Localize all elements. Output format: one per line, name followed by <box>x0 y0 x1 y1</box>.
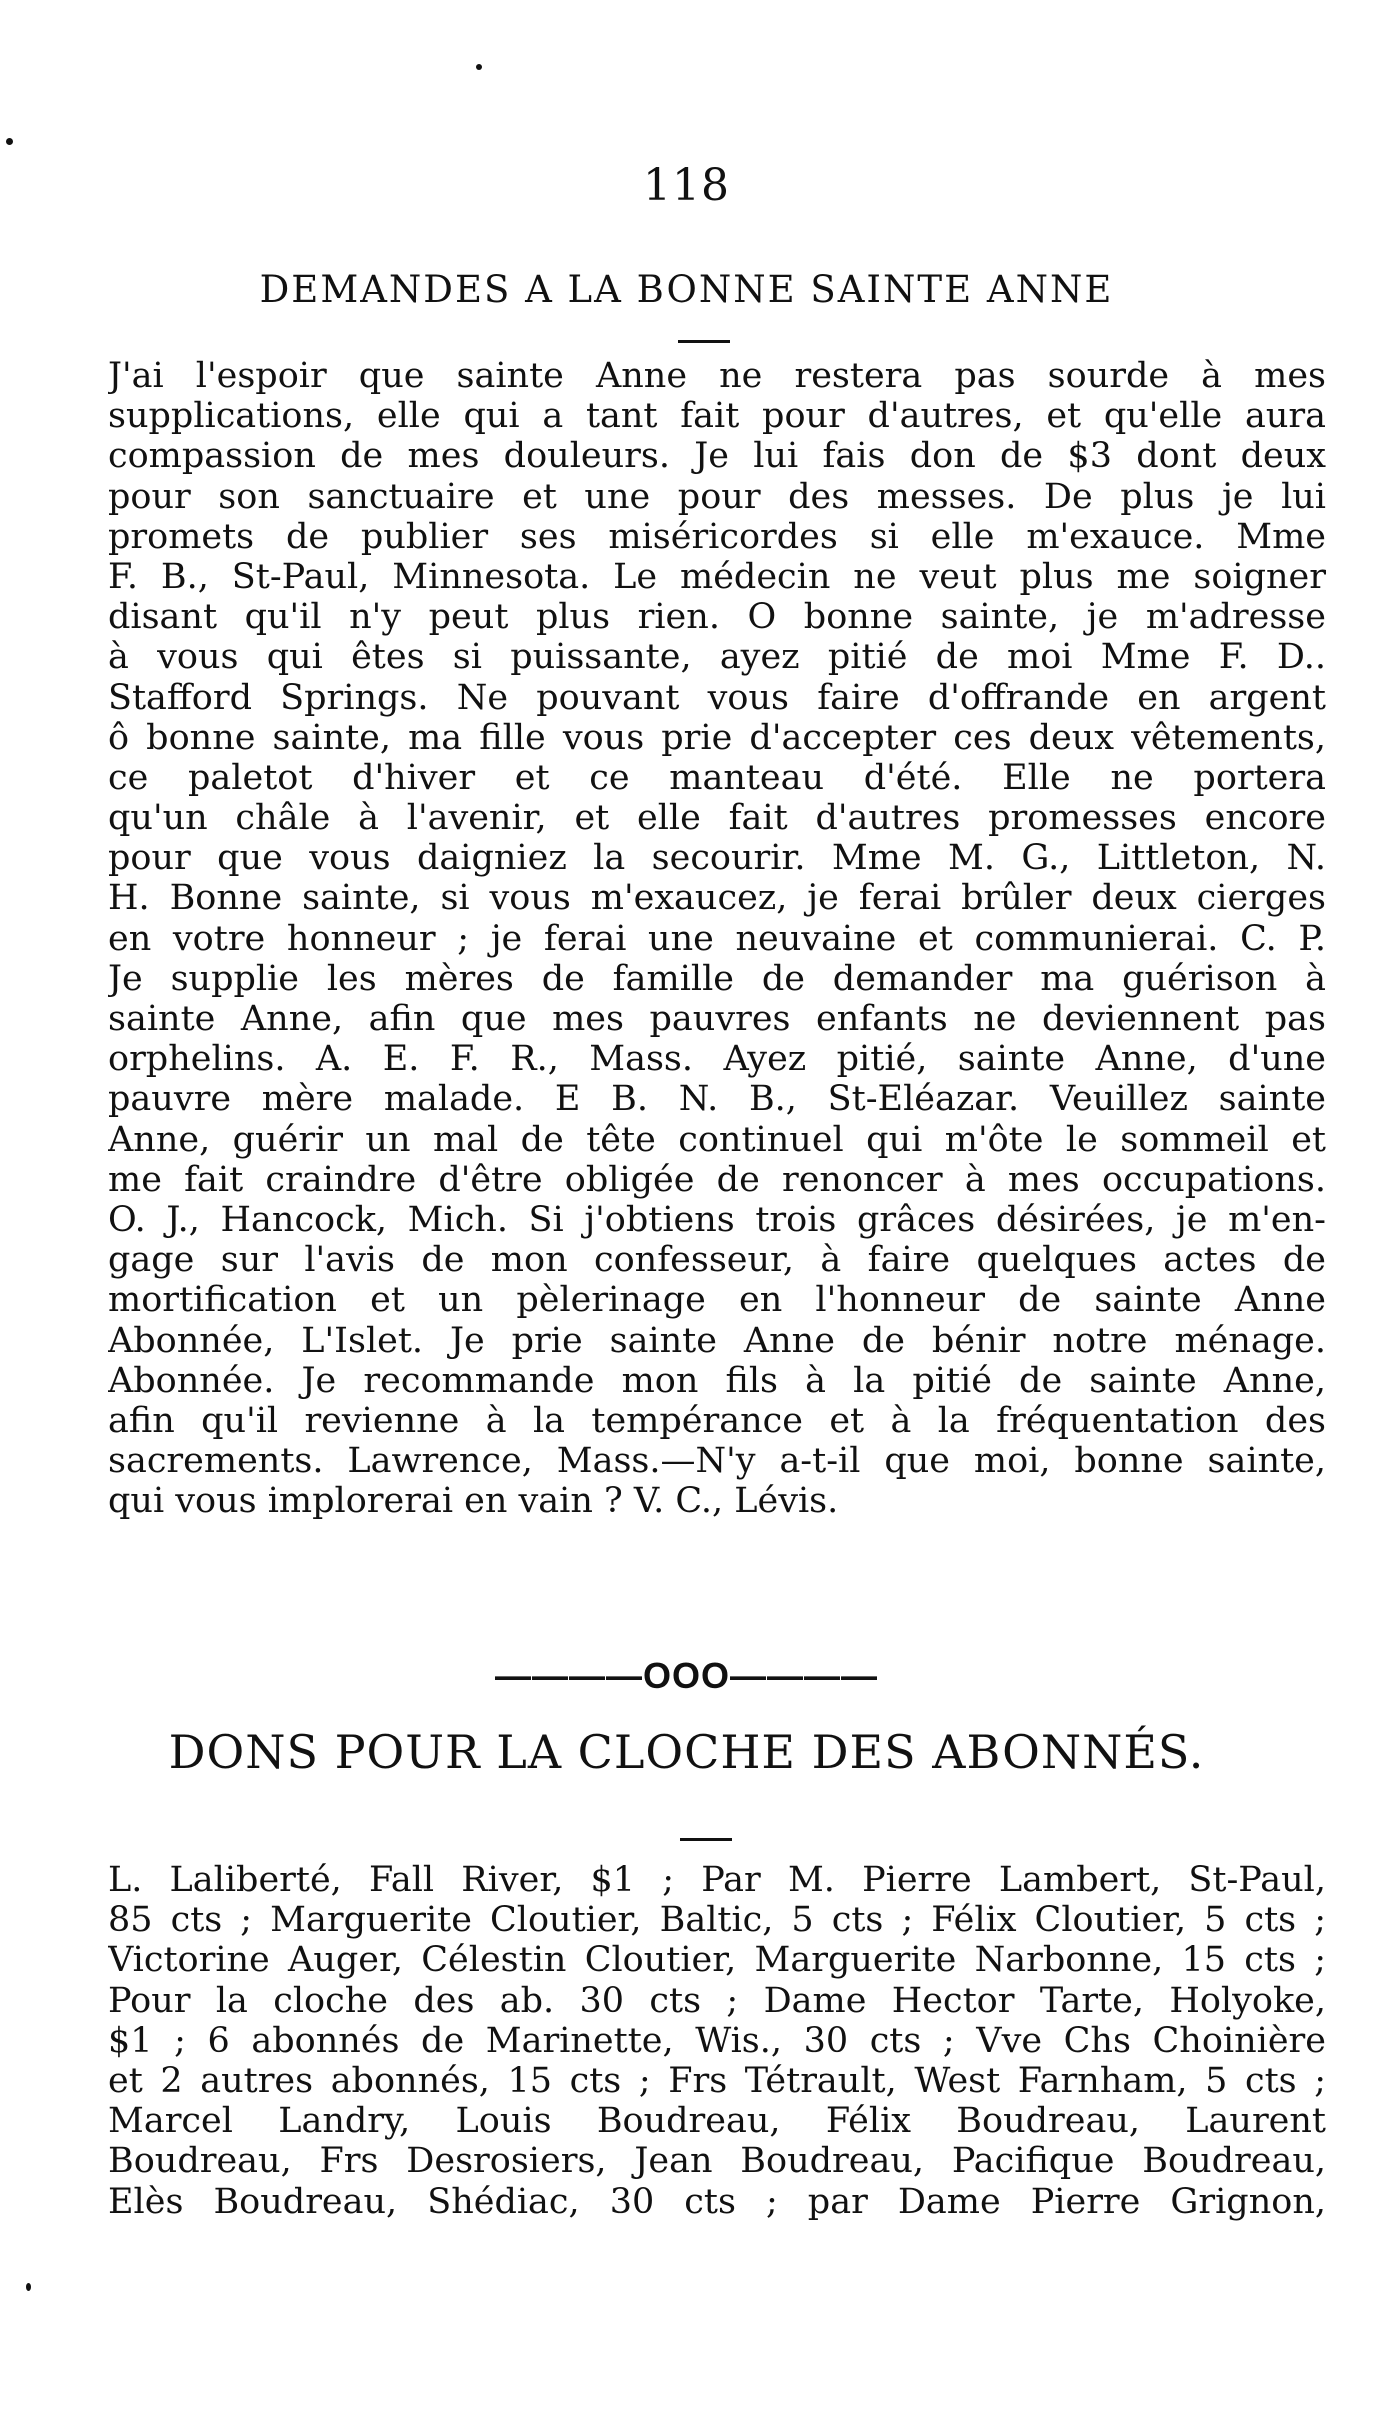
text-line: Abonnée, L'Islet. Je prie sainte Anne de bénir notre ménage. <box>108 1320 1326 1361</box>
section-title-dons: DONS POUR LA CLOCHE DES ABONNÉS. <box>168 1725 1205 1779</box>
text-line: Marcel Landry, Louis Boudreau, Félix Boudreau, Laurent <box>108 2101 1326 2142</box>
text-line: Pour la cloche des ab. 30 cts ; Dame Hector Tarte, Holyoke, <box>108 1980 1326 2021</box>
text-line: ô bonne sainte, ma fille vous prie d'accepter ces deux vêtements, <box>108 717 1326 758</box>
text-line: supplications, elle qui a tant fait pour d'autres, et qu'elle aura <box>108 396 1326 437</box>
text-line: J'ai l'espoir que sainte Anne ne restera pas sourde à mes <box>108 356 1326 396</box>
text-line: me fait craindre d'être obligée de renoncer à mes occupations. <box>108 1159 1326 1200</box>
print-speck-1 <box>476 64 482 70</box>
text-line: Boudreau, Frs Desrosiers, Jean Boudreau, Pacifique Boudreau, <box>108 2141 1326 2182</box>
text-line: compassion de mes douleurs. Je lui fais don de $3 dont deux <box>108 436 1326 477</box>
text-line: ce paletot d'hiver et ce manteau d'été. Elle ne portera <box>108 757 1326 798</box>
text-line: et 2 autres abonnés, 15 cts ; Frs Tétrault, West Farnham, 5 cts ; <box>108 2060 1326 2101</box>
section-separator: ————OOO———— <box>494 1655 878 1696</box>
text-line: Victorine Auger, Célestin Cloutier, Marguerite Narbonne, 15 cts ; <box>108 1940 1326 1981</box>
text-line: pour que vous daigniez la secourir. Mme M. G., Littleton, N. <box>108 838 1326 879</box>
text-line: Abonnée. Je recommande mon fils à la pitié de sainte Anne, <box>108 1360 1326 1401</box>
text-line: sainte Anne, afin que mes pauvres enfants ne deviennent pas <box>108 999 1326 1039</box>
text-line: Je supplie les mères de famille de demander ma guérison à <box>108 958 1326 999</box>
text-line: L. Laliberté, Fall River, $1 ; Par M. Pierre Lambert, St-Paul, <box>108 1860 1326 1900</box>
text-line: pour son sanctuaire et une pour des messes. De plus je lui <box>108 476 1326 517</box>
text-line: sacrements. Lawrence, Mass.—N'y a-t-il que moi, bonne sainte, <box>108 1441 1326 1482</box>
text-line: H. Bonne sainte, si vous m'exaucez, je ferai brûler deux cierges <box>108 878 1326 919</box>
text-line: Elès Boudreau, Shédiac, 30 cts ; par Dame Pierre Grignon, <box>108 2181 1326 2222</box>
title-rule <box>678 340 730 343</box>
title-rule <box>680 1838 732 1841</box>
text-line: Anne, guérir un mal de tête continuel qui m'ôte le sommeil et <box>108 1119 1326 1160</box>
text-line: orphelins. A. E. F. R., Mass. Ayez pitié, sainte Anne, d'une <box>108 1039 1326 1080</box>
print-speck-3 <box>26 2283 31 2291</box>
text-line: 85 cts ; Marguerite Cloutier, Baltic, 5 cts ; Félix Cloutier, 5 cts ; <box>108 1900 1326 1941</box>
text-line: disant qu'il n'y peut plus rien. O bonne sainte, je m'adresse <box>108 597 1326 638</box>
text-line: qui vous implorerai en vain ? V. C., Lévis. <box>108 1481 839 1522</box>
demandes-text <box>108 356 1326 1521</box>
text-line: à vous qui êtes si puissante, ayez pitié de moi Mme F. D.. <box>108 637 1326 678</box>
section-title-demandes: DEMANDES A LA BONNE SAINTE ANNE <box>259 268 1114 311</box>
text-line: Stafford Springs. Ne pouvant vous faire d'offrande en argent <box>108 677 1326 718</box>
text-line: afin qu'il revienne à la tempérance et à la fréquentation des <box>108 1400 1326 1441</box>
print-speck-2 <box>6 138 13 145</box>
text-line: promets de publier ses miséricordes si elle m'exauce. Mme <box>108 516 1326 557</box>
text-line: gage sur l'avis de mon confesseur, à faire quelques actes de <box>108 1240 1326 1281</box>
text-line: $1 ; 6 abonnés de Marinette, Wis., 30 cts ; Vve Chs Choinière <box>108 2020 1326 2061</box>
page-number: 118 <box>643 160 730 211</box>
text-line: pauvre mère malade. E B. N. B., St-Eléazar. Veuillez sainte <box>108 1079 1326 1120</box>
text-line: qu'un châle à l'avenir, et elle fait d'autres promesses encore <box>108 798 1326 839</box>
text-line: O. J., Hancock, Mich. Si j'obtiens trois grâces désirées, je m'en- <box>108 1199 1326 1240</box>
dons-text <box>108 1860 1326 2222</box>
text-line: F. B., St-Paul, Minnesota. Le médecin ne veut plus me soigner <box>108 556 1326 597</box>
text-line: en votre honneur ; je ferai une neuvaine et communierai. C. P. <box>108 918 1326 959</box>
text-line: mortification et un pèlerinage en l'honneur de sainte Anne <box>108 1280 1326 1321</box>
